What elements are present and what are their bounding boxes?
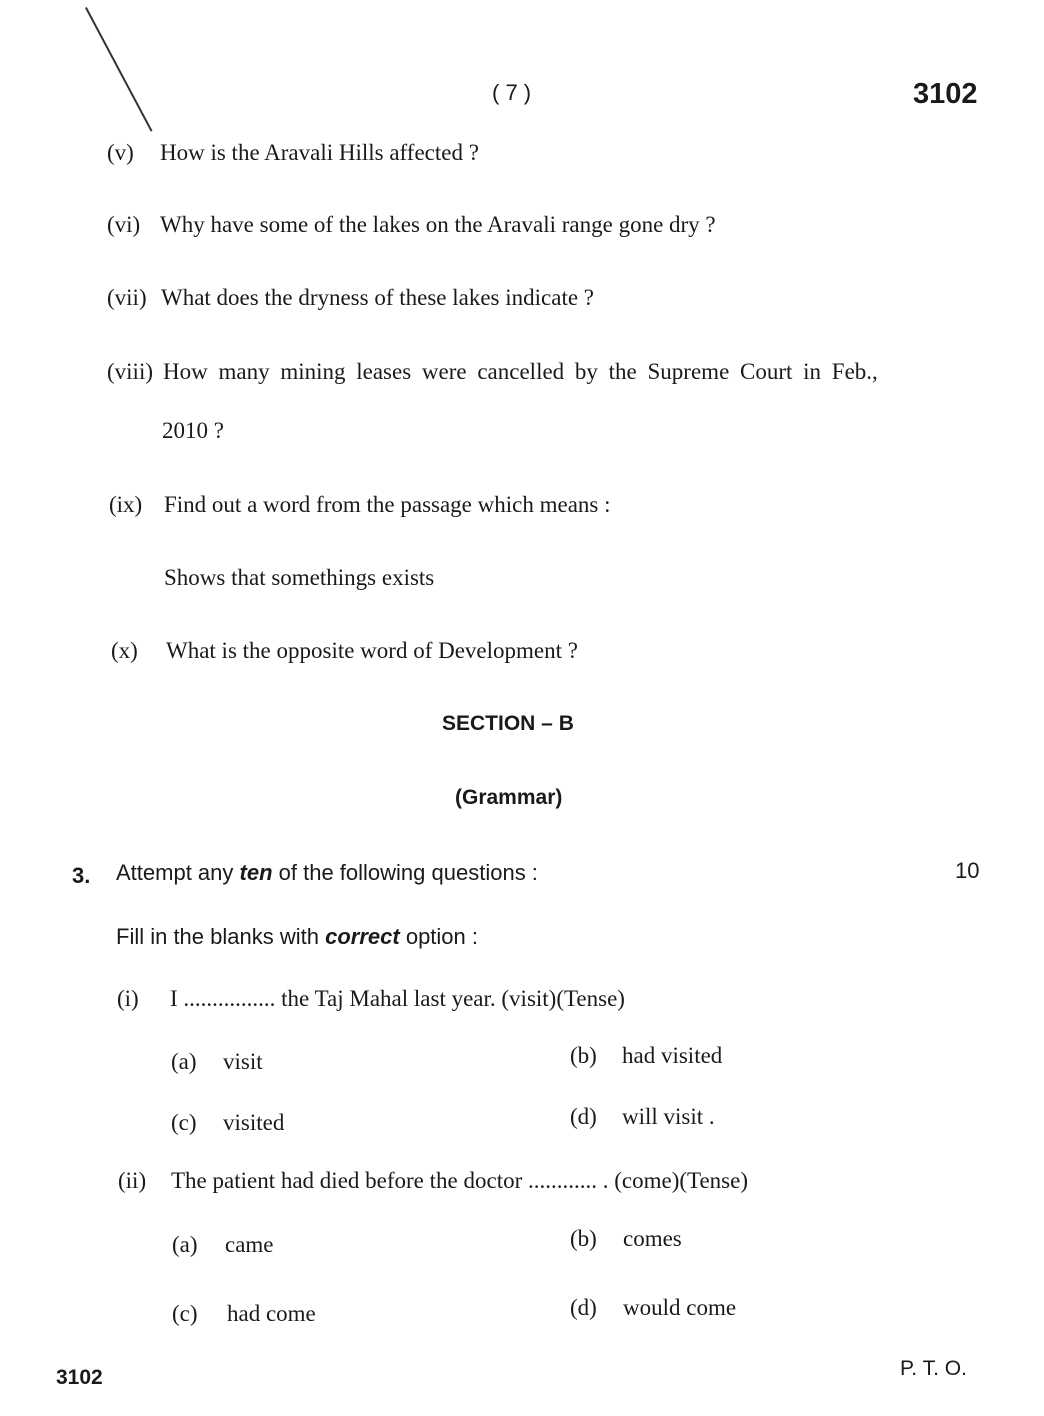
section-subtitle: (Grammar)	[455, 786, 563, 809]
footer-pto: P. T. O.	[900, 1357, 967, 1380]
option-i-c: (c) visited	[171, 1110, 285, 1135]
question-v: (v) How is the Aravali Hills affected ?	[107, 140, 479, 165]
item-i: (i) I ................ the Taj Mahal last year. (visit)(Tense)	[117, 986, 625, 1011]
option-ii-c: (c) had come	[172, 1301, 316, 1326]
option-i-b: (b) had visited	[570, 1043, 723, 1068]
pen-stroke	[85, 7, 152, 132]
question-vi: (vi) Why have some of the lakes on the Aravali range gone dry ?	[107, 212, 716, 237]
question-viii-cont: 2010 ?	[162, 418, 224, 443]
question-ix: (ix) Find out a word from the passage which means :	[109, 492, 611, 517]
question-3-text: Attempt any ten of the following questions :	[116, 860, 538, 885]
question-ix-meaning: Shows that somethings exists	[164, 565, 435, 590]
question-x: (x) What is the opposite word of Development ?	[111, 638, 578, 663]
section-title: SECTION – B	[442, 712, 574, 735]
page-number: ( 7 )	[492, 80, 532, 105]
option-i-d: (d) will visit .	[570, 1104, 715, 1129]
question-viii: (viii) How many mining leases were cancelled by the Supreme Court in Feb.,	[107, 359, 878, 384]
paper-code: 3102	[913, 78, 978, 110]
question-3-instruction: Fill in the blanks with correct option :	[116, 924, 478, 949]
question-3-number: 3.	[72, 863, 91, 888]
option-ii-a: (a) came	[172, 1232, 274, 1257]
option-ii-b: (b) comes	[570, 1226, 682, 1251]
option-ii-d: (d) would come	[570, 1295, 737, 1320]
option-i-a: (a) visit	[171, 1049, 263, 1074]
item-ii: (ii) The patient had died before the doctor ............ . (come)(Tense)	[118, 1168, 748, 1193]
question-3-marks: 10	[955, 858, 980, 883]
question-vii: (vii) What does the dryness of these lakes indicate ?	[107, 285, 595, 310]
footer-code: 3102	[56, 1366, 103, 1389]
